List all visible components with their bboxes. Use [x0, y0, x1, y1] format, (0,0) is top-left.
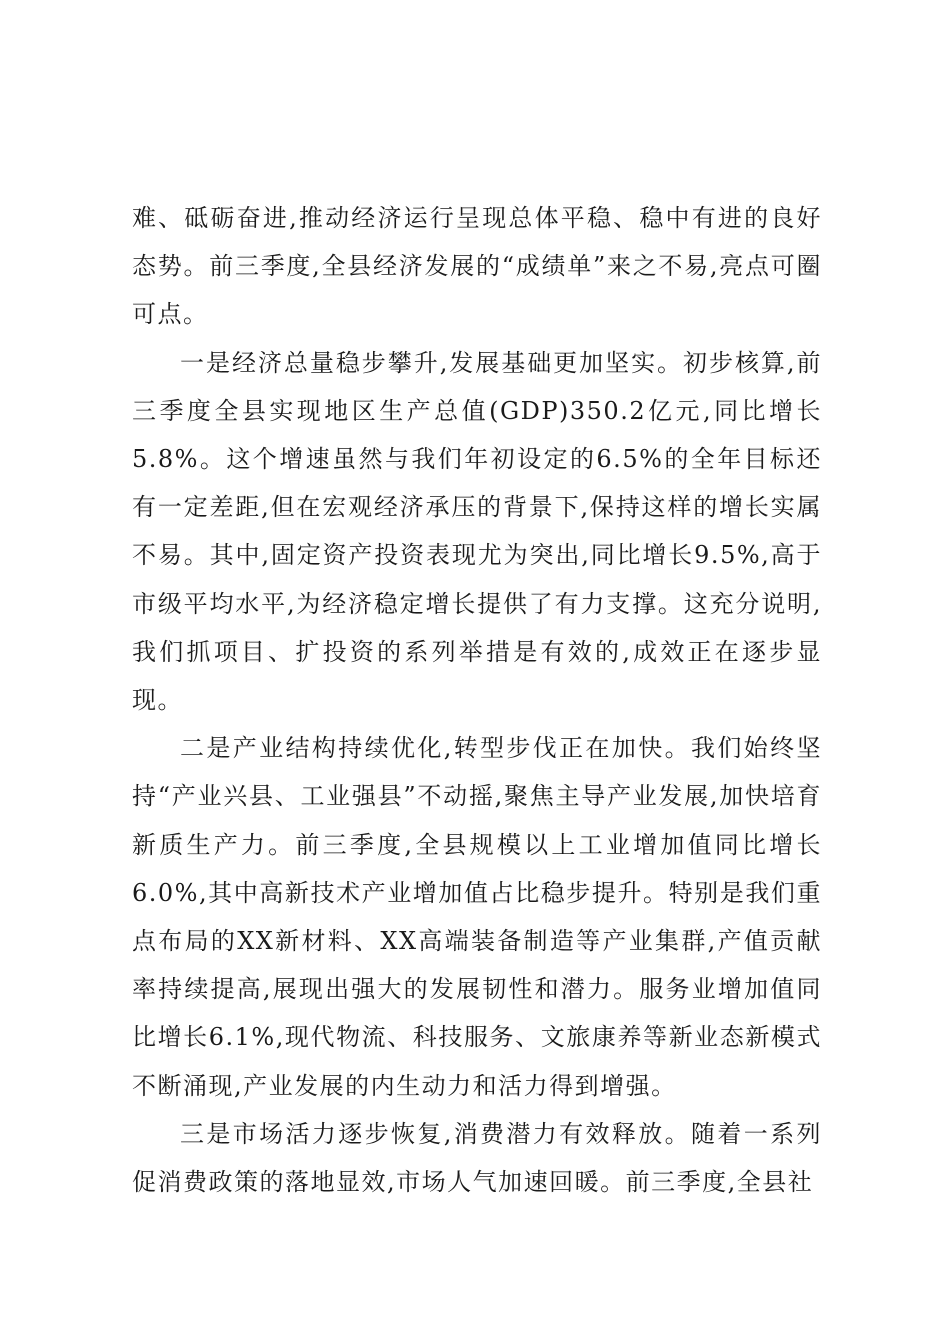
paragraph-economic-total: 一是经济总量稳步攀升,发展基础更加坚实。初步核算,前三季度全县实现地区生产总值(GDP)350.2亿元,同比增长5.8%。这个增速虽然与我们年初设定的6.5%的全年目标还有一定差距,但在宏观经济承压的背景下,保持这样的增长实属不易。其中,固定资产投资表现尤为突出,同比增长9.5%,高于市级平均水平,为经济稳定增长提供了有力支撑。这充分说明,我们抓项目、扩投资的系列举措是有效的,成效正在逐步显现。	[132, 348, 822, 715]
paragraph-intro-continued: 难、砥砺奋进,推动经济运行呈现总体平稳、稳中有进的良好态势。前三季度,全县经济发展的“成绩单”来之不易,亮点可圈可点。	[132, 204, 822, 329]
paragraph-market-vitality: 三是市场活力逐步恢复,消费潜力有效释放。随着一系列促消费政策的落地显效,市场人气加速回暖。前三季度,全县社	[132, 1119, 822, 1197]
paragraph-industrial-structure: 二是产业结构持续优化,转型步伐正在加快。我们始终坚持“产业兴县、工业强县”不动摇,聚焦主导产业发展,加快培育新质生产力。前三季度,全县规模以上工业增加值同比增长6.0%,其中高新技术产业增加值占比稳步提升。特别是我们重点布局的XX新材料、XX高端装备制造等产业集群,产值贡献率持续提高,展现出强大的发展韧性和潜力。服务业增加值同比增长6.1%,现代物流、科技服务、文旅康养等新业态新模式不断涌现,产业发展的内生动力和活力得到增强。	[132, 734, 822, 1100]
body-text	[132, 194, 822, 1206]
